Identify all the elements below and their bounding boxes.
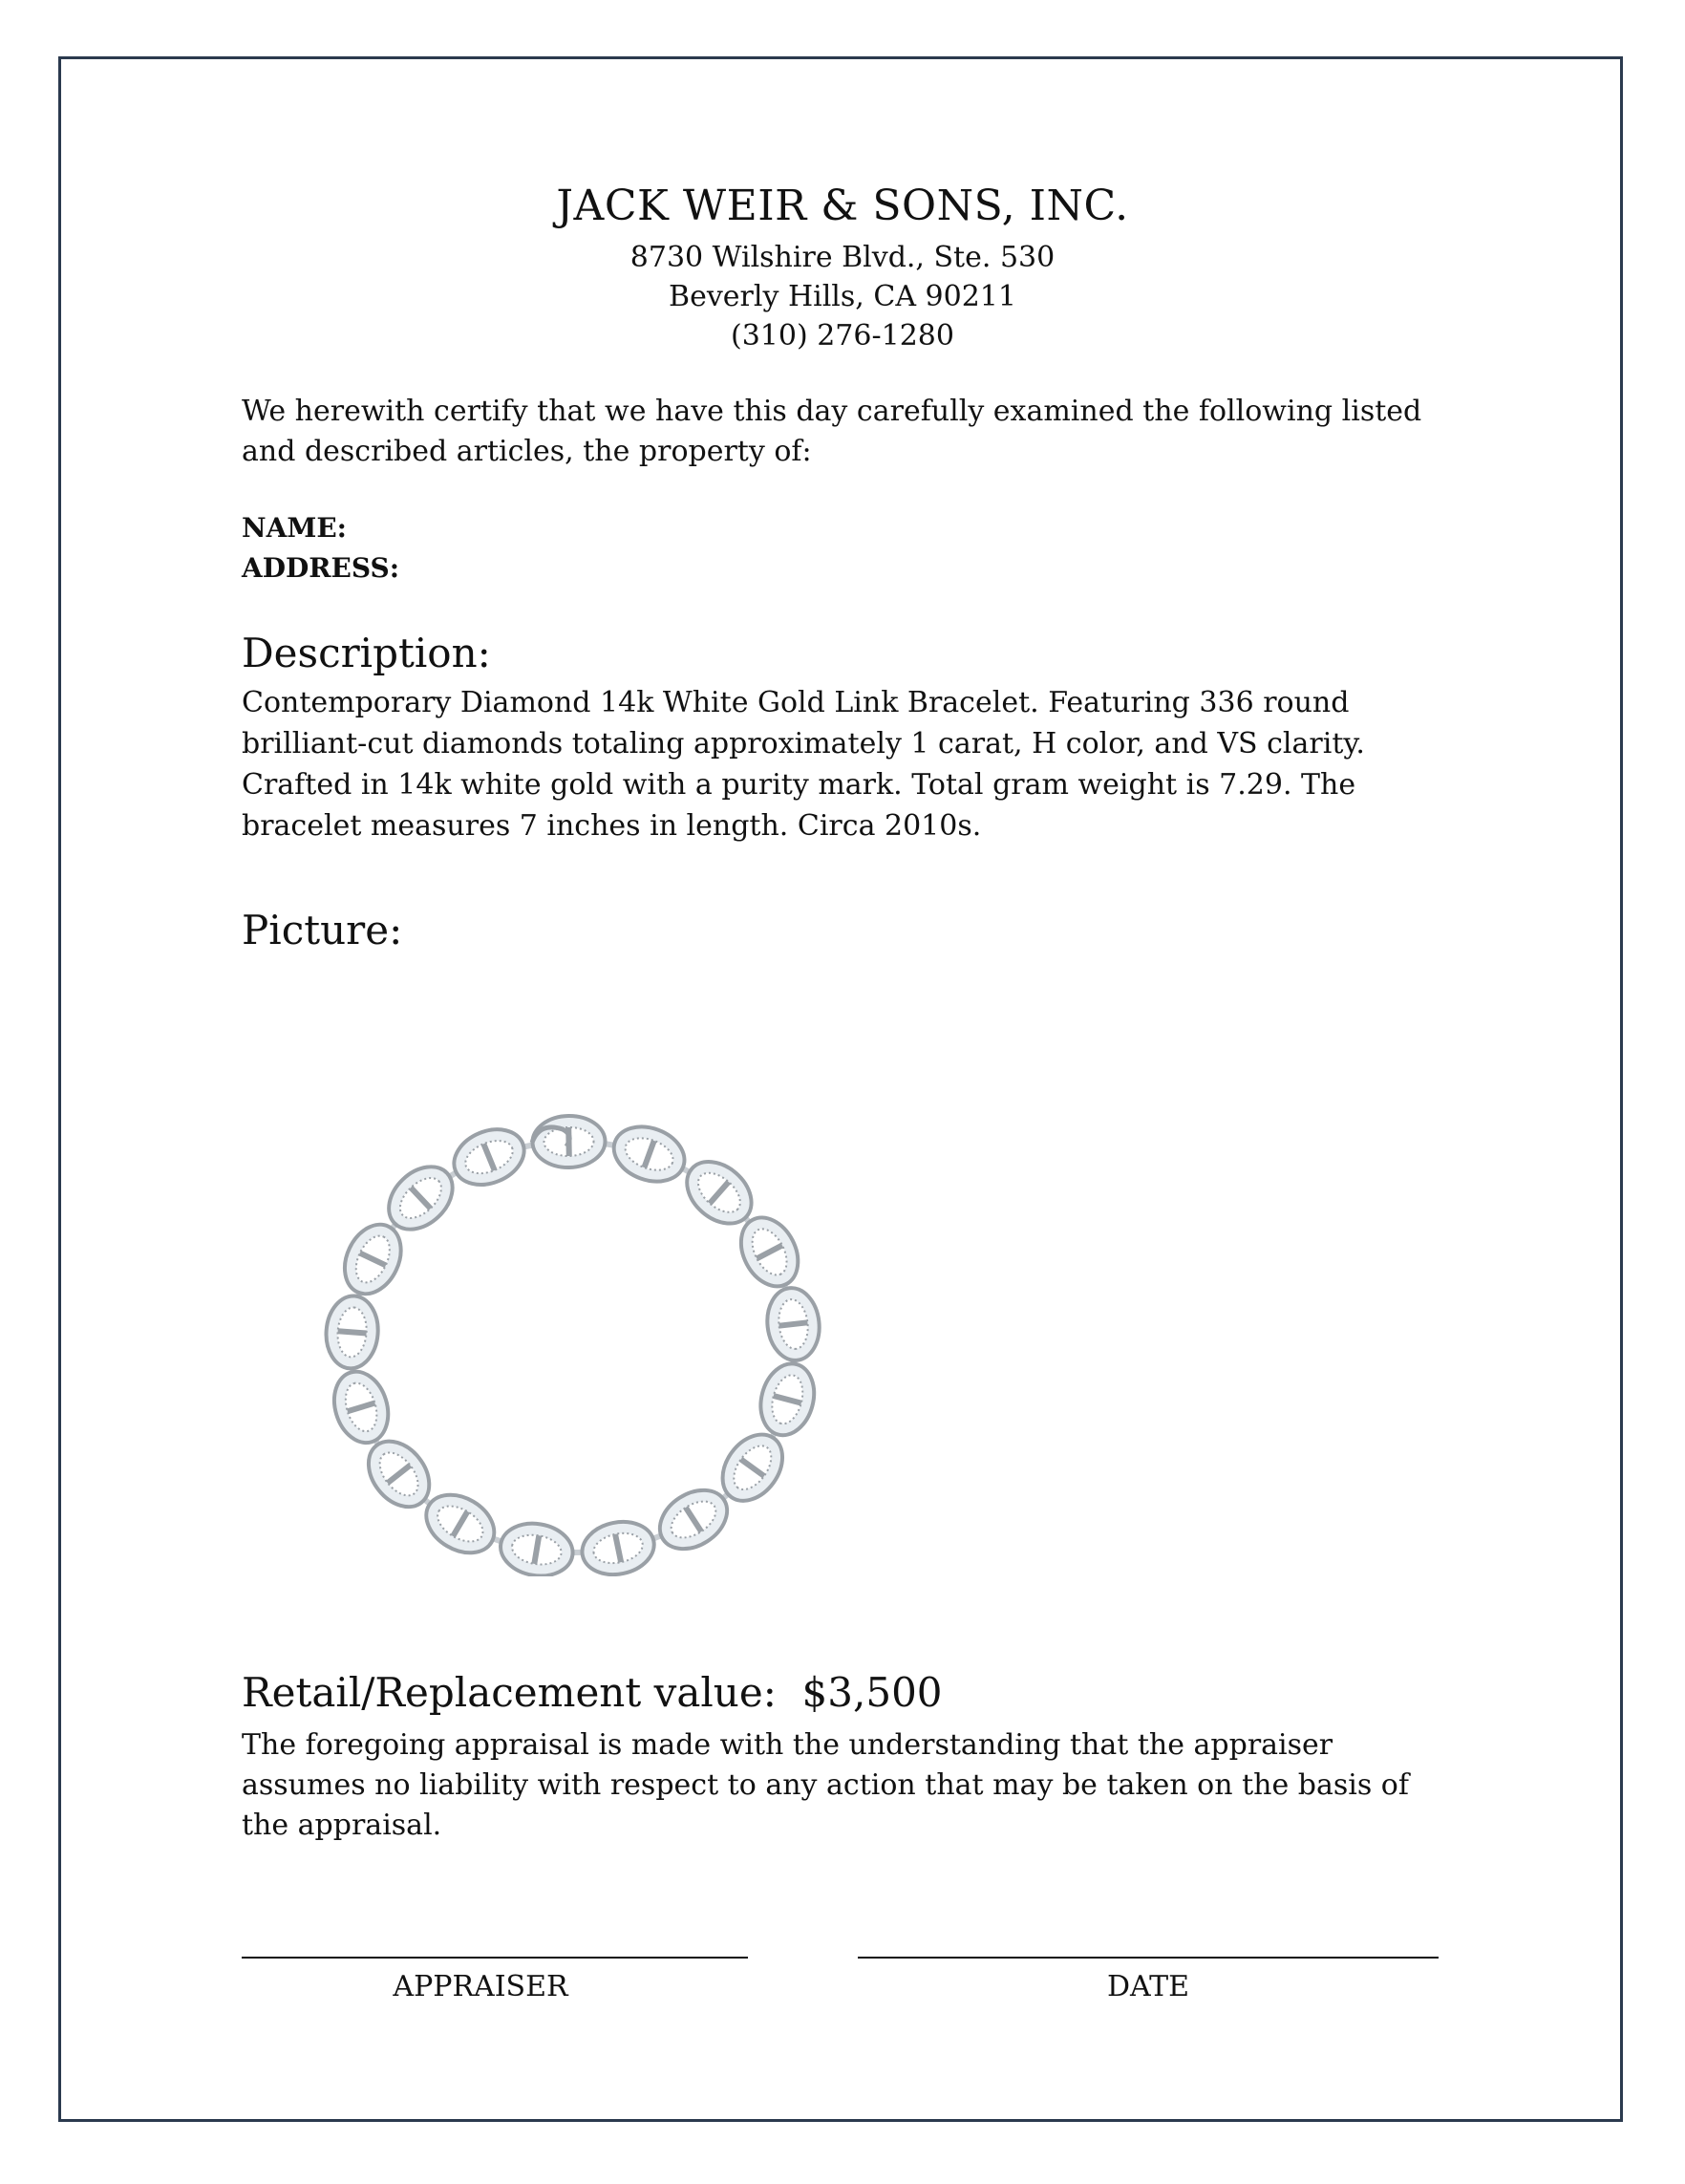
bracelet-link <box>577 1515 658 1576</box>
bracelet-link <box>326 1365 396 1449</box>
bracelet-link <box>763 1285 822 1363</box>
certification-statement: We herewith certify that we have this day carefully examined the following listed and described articles, the property of: <box>242 395 1422 468</box>
bracelet-link <box>416 1483 504 1564</box>
bracelet-link <box>324 1295 380 1371</box>
company-address-line2: Beverly Hills, CA 90211 <box>669 280 1016 313</box>
company-phone: (310) 276-1280 <box>731 319 954 353</box>
date-signature-line <box>858 1957 1439 1959</box>
description-title: Description: <box>242 630 491 676</box>
bracelet-link <box>446 1120 533 1195</box>
company-name: JACK WEIR & SONS, INC. <box>556 182 1129 230</box>
date-label: DATE <box>1107 1970 1189 2003</box>
retail-value-line <box>242 1668 1464 1718</box>
appraiser-label: APPRAISER <box>393 1970 568 2003</box>
appraisal-disclaimer: The foregoing appraisal is made with the understanding that the appraiser assumes no liability with respect to any action that may be taken on the basis of the appraisal. <box>242 1728 1409 1842</box>
retail-value-amount: $3,500 <box>801 1669 943 1716</box>
owner-address-label: ADDRESS: <box>242 552 400 584</box>
picture-title: Picture: <box>242 907 403 953</box>
retail-value-label: Retail/Replacement value: <box>242 1669 777 1716</box>
appraiser-signature-line <box>242 1957 748 1959</box>
owner-name-label: NAME: <box>242 512 347 544</box>
bracelet-link <box>753 1358 821 1441</box>
bracelet-link <box>607 1118 693 1191</box>
description-text: Contemporary Diamond 14k White Gold Link Bracelet. Featuring 336 round brilliant-cut diamonds totaling approximately 1 carat, H color, and VS clarity. Crafted in 14k white gold with a purity mark. Total gram weight is 7.29. The bracelet measures 7 inches in length. Circa 2010s. <box>242 686 1365 843</box>
company-address-line1: 8730 Wilshire Blvd., Ste. 530 <box>629 241 1056 274</box>
bracelet-image <box>306 1099 841 1576</box>
bracelet-link <box>497 1518 577 1576</box>
